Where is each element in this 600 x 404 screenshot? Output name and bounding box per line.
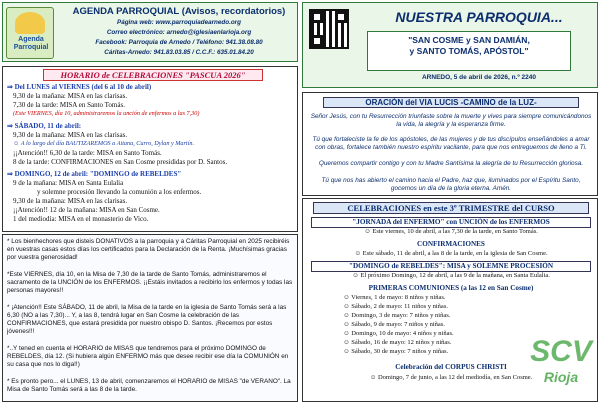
section-item: ☺ El próximo Domingo, 12 de abril, a las 9 de la mañana, en Santa Eulalia. (352, 272, 550, 279)
aviso-paragraph: *Este VIERNES, día 10, en la Misa de 7,30 de la tarde de Santo Tomás, administraremos el sacramento de la UNCIÓN de los ENFERMOS. ¡¡Estáis invitados a recibirlo los enfermos y todas las personas mayores!! (7, 271, 293, 294)
horario-line: 9 de la mañana: MISA en Santa Eulalia (13, 179, 124, 187)
oracion-box (302, 92, 598, 196)
oracion-paragraph: Queremos compartir contigo y con tu Madre Santísima la alegría de tu Resurrección gloriosa. (318, 160, 584, 167)
section-item: ☺ Este sábado, 11 de abril, a las 8 de la tarde, en la iglesia de San Cosme. (354, 250, 548, 257)
web-line[interactable]: Página web: www.parroquiadearnedo.org (117, 19, 241, 26)
horario-line: ⇒ Del LUNES al VIERNES (del 6 al 10 de abril) (7, 83, 152, 91)
aviso-paragraph: * Es pronto pero... el LUNES, 13 de abril, comenzaremos el HORARIO de MISAS "de VERANO". La Misa de Santo Tomás será a las 8 de la tarde. (7, 378, 291, 393)
section-title: "DOMINGO de REBELDES": MISA y SOLEMNE PROCESIÓN (311, 261, 591, 272)
list-item: ☺ Sábado, 2 de mayo: 11 niños y niñas. (343, 303, 448, 310)
celebraciones-box (302, 198, 598, 402)
right-page (302, 2, 598, 402)
agenda-title: AGENDA PARROQUIAL (Avisos, recordatorios) (72, 6, 286, 17)
section-item: ☺ Domingo, 7 de junio, a las 12 del mediodía, en San Cosme. (369, 374, 533, 381)
horario-line: 1 del mediodía: MISA en el monasterio de Vico. (13, 215, 149, 223)
church-icon (15, 12, 45, 34)
issue-date: ARNEDO, 5 de abril de 2026, n.º 2240 (421, 74, 536, 81)
oracion-paragraph: Señor Jesús, con tu Resurrección triunfaste sobre la muerte y vives para siempre comunicándonos la vida, la alegría y la esperanza firme. (310, 113, 592, 128)
agenda-logo (6, 7, 54, 59)
horario-line: y solemne procesión llevando la comunión a los enfermos. (37, 188, 202, 196)
oracion-title: ORACIÓN del VIA LUCIS -CAMINO de la LUZ- (323, 97, 579, 108)
horario-line: 8 de la tarde: CONFIRMACIONES en San Cosme presididas por D. Santos. (13, 158, 228, 166)
horario-line: 7,30 de la tarde: MISA en Santo Tomás. (13, 101, 125, 109)
oracion-paragraph: Tú que fortaleciste la fe de los apóstoles, de las mujeres y de tus discípulos enseñándoles a amar con obras, fortalece también nuestro espíritu vacilante, para que nos entreguemos de lleno a Ti. (312, 136, 590, 151)
aviso-paragraph: * Los bienhechores que disteis DONATIVOS a la parroquia y a Cáritas Parroquial en 2025 recibiréis en vuestras casas estos días los certificados para la Declaración de la Renta. ¡Muchísimas gracias por vuestra generosidad! (7, 238, 290, 261)
horario-line: ⇒ DOMINGO, 12 de abril: "DOMINGO de REBELDES" (7, 170, 182, 178)
avisos-box (2, 234, 298, 402)
horario-line: 9,30 de la mañana: MISA en las clarisas. (13, 197, 128, 205)
horario-line: (Este VIERNES, día 10, administraremos la unción de enfermos a las 7,30) (13, 110, 200, 117)
parroquia-name-line: y SANTO TOMÁS, APÓSTOL" (409, 46, 529, 56)
phone-line: Facebook: Parroquia de Arnedo / Teléfono: 941.38.08.80 (95, 39, 263, 46)
section-item: ☺ Este viernes, 10 de abril, a las 7,30 de la tarde, en Santo Tomás. (364, 228, 538, 235)
parroquia-title: NUESTRA PARROQUIA... (395, 9, 563, 25)
logo-text: Agenda Parroquial (13, 36, 49, 51)
list-item: ☺ Domingo, 10 de mayo: 4 niños y niñas. (343, 330, 454, 337)
list-item: ☺ Sábado, 30 de mayo: 7 niños y niñas. (343, 348, 449, 355)
caritas-line: Cáritas-Arnedo: 941.83.03.85 / C.C.F.: 635.01.84.20 (104, 49, 254, 56)
horario-line: 9,30 de la mañana: MISA en las clarisas. (13, 92, 128, 100)
horario-line: 9,30 de la mañana: MISA en las clarisas. (13, 131, 128, 139)
horario-title: HORARIO de CELEBRACIONES "PASCUA 2026" (43, 69, 263, 81)
horario-line: ¡¡Atención!! 12 de la mañana: MISA en San Cosme. (13, 206, 160, 214)
aviso-paragraph: *..Y tened en cuenta el HORARIO de MISAS que tendremos para el próximo DOMINGO de REBELDES, día 12. (Si hubiera algún ENFERMO más que desee recibir ese día la COMUNIÓN en su casa que nos lo diga!!) (7, 345, 289, 368)
watermark-logo: SCV Rioja (530, 335, 592, 385)
list-item: ☺ Sábado, 16 de mayo: 12 niños y niñas. (343, 339, 452, 346)
celebraciones-title: CELEBRACIONES en este 3º TRIMESTRE del CURSO (313, 202, 589, 214)
horario-line: ☺ A lo largo del día BAUTIZAREMOS a Aitana, Curro, Dylan y Martín. (13, 140, 194, 147)
horario-box (2, 66, 298, 232)
list-item: ☺ Domingo, 3 de mayo: 7 niños y niñas. (343, 312, 451, 319)
section-title: "JORNADA del ENFERMO" con UNCIÓN de los ENFERMOS (311, 217, 591, 228)
list-item: ☺ Sábado, 9 de mayo: 7 niños y niñas. (343, 321, 445, 328)
parroquia-header (302, 2, 598, 88)
aviso-paragraph: * ¡Atención!! Este SÁBADO, 11 de abril, la Misa de la tarde en la iglesia de Santo Tomás será a las 6,30 (NO a las 7,30)... Y, a las 8, tendrá lugar en San Cosme la celebración de las CONFIRMACIONES, que estará presidida por nuestro obispo D. Santos. ¡Recemos por estos jóvenes!!! (7, 304, 287, 335)
qr-code-icon[interactable] (309, 9, 349, 49)
horario-line: ⇒ SÁBADO, 11 de abril: (7, 122, 82, 130)
agenda-header (2, 2, 298, 62)
section-title: PRIMERAS COMUNIONES (a las 12 en San Cosme) (368, 284, 534, 292)
oracion-paragraph: Tú que nos has abierto el camino hacia el Padre, haz que, iluminados por el Espíritu Santo, gocemos un día de la gloria eterna. Amén. (321, 177, 581, 192)
left-page (2, 2, 298, 402)
horario-line: ¡¡Atención!! 6,30 de la tarde: MISA en Santo Tomás. (13, 149, 162, 157)
parroquia-name-line: "SAN COSME y SAN DAMIÁN, (408, 35, 530, 45)
email-line[interactable]: Correo electrónico: arnedo@iglesiaenlarioja.org (106, 29, 252, 36)
parroquia-name-box (367, 31, 571, 71)
list-item: ☺ Viernes, 1 de mayo: 8 niños y niñas. (343, 294, 446, 301)
section-title: CONFIRMACIONES (417, 240, 485, 248)
section-title: Celebración del CORPUS CHRISTI (395, 363, 507, 371)
